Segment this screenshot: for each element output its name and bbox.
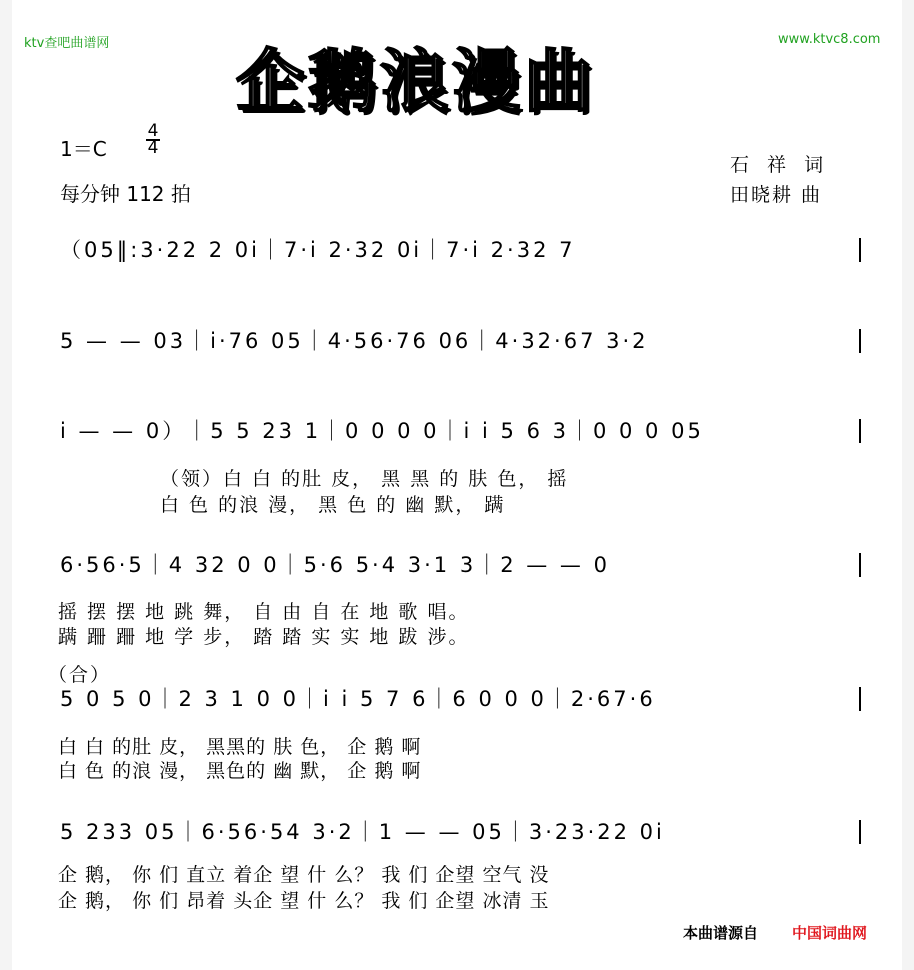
time-signature-denominator: 4: [147, 138, 159, 158]
key-signature: 1＝C: [60, 137, 107, 161]
score-row-3: i — — 0）｜5 5 23 1｜0 0 0 0｜i i 5 6 3｜0 0 0 05: [60, 419, 704, 443]
time-signature: [146, 121, 160, 158]
tempo-marking: 每分钟 112 拍: [60, 182, 191, 206]
chorus-label: （合）: [48, 664, 112, 686]
score-row-6: 5 233 05｜6·56·54 3·2｜1 — — 05｜3·23·22 0i: [60, 820, 665, 844]
right-watermark-strip: [902, 0, 914, 970]
lyric-row-5-verse-2: 白 色 的浪 漫， 黑色的 幽 默， 企 鹅 啊: [58, 760, 422, 782]
source-label: 本曲谱源自: [683, 924, 759, 942]
score-row-5: 5 0 5 0｜2 3 1 0 0｜i i 5 7 6｜6 0 0 0｜2·67·6: [60, 687, 656, 711]
lyric-row-6-verse-2: 企 鹅， 你 们 昂着 头企 望 什 么？ 我 们 企望 冰清 玉: [58, 890, 550, 912]
lyric-row-3-verse-1: （领）白 白 的肚 皮， 黑 黑 的 肤 色， 摇: [160, 468, 569, 490]
song-title: 企鹅浪漫曲: [236, 43, 597, 122]
end-barline-row-6: [859, 820, 861, 844]
lyric-row-5-verse-1: 白 白 的肚 皮， 黑黑的 肤 色， 企 鹅 啊: [58, 736, 422, 758]
score-row-1: （05‖:3·22 2 0i｜7·i 2·32 0i｜7·i 2·32 7: [60, 238, 576, 262]
site-url-right: www.ktvc8.com: [778, 32, 881, 47]
lyric-row-4-verse-1: 摇 摆 摆 地 跳 舞， 自 由 自 在 地 歌 唱。: [58, 601, 470, 623]
end-barline-row-5: [859, 687, 861, 711]
end-barline-row-1: [859, 238, 861, 262]
composer-credit: 田晓耕 曲: [730, 184, 823, 206]
lyric-row-6-verse-1: 企 鹅， 你 们 直立 着企 望 什 么？ 我 们 企望 空气 没: [58, 864, 550, 886]
lyric-row-3-verse-2: 白 色 的浪 漫， 黑 色 的 幽 默， 蹒: [160, 494, 506, 516]
lyricist-credit: 石 祥 词: [730, 154, 830, 176]
score-row-4: 6·56·5｜4 32 0 0｜5·6 5·4 3·1 3｜2 — — 0: [60, 553, 610, 577]
left-watermark-strip: [0, 0, 12, 970]
end-barline-row-4: [859, 553, 861, 577]
source-site-link[interactable]: 中国词曲网: [792, 924, 868, 942]
time-signature-numerator: 4: [147, 121, 159, 141]
score-row-2: 5 — — 03｜i·76 05｜4·56·76 06｜4·32·67 3·2: [60, 329, 649, 353]
lyric-row-4-verse-2: 蹒 跚 跚 地 学 步， 踏 踏 实 实 地 跋 涉。: [58, 626, 470, 648]
end-barline-row-2: [859, 329, 861, 353]
site-name-left: ktv查吧曲谱网: [24, 36, 110, 51]
end-barline-row-3: [859, 419, 861, 443]
